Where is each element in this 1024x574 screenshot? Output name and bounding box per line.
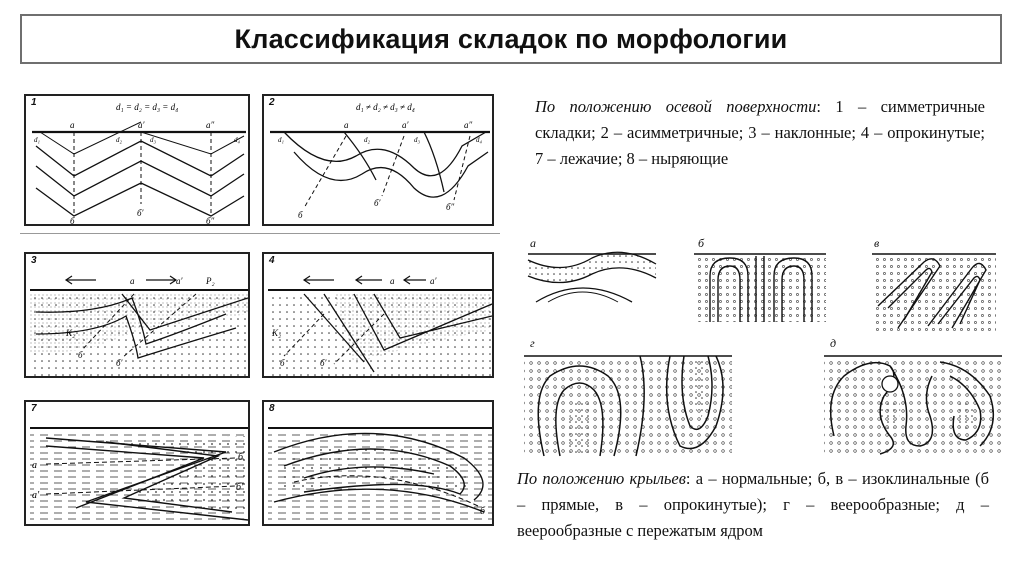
plunging-fold-drawing [264,402,494,526]
dip-label: d₃ [414,136,420,144]
panel-number: 8 [269,403,275,414]
panel-number: 7 [31,403,37,414]
diagram-panel-2 [262,94,494,226]
axis-top-label: a′ [430,276,437,286]
axis-right-label: б [480,506,486,517]
wing-diagram-v [868,236,1000,334]
title-box [20,14,1002,64]
axis-bottom-label: б″ [446,202,455,212]
wing-label-g: г [530,336,535,350]
dip-formula: d₁ ≠ d₂ ≠ d₃ ≠ d₄ [356,102,415,112]
symmetric-folds-drawing [26,96,250,226]
recumbent-fold-drawing [26,402,250,526]
axis-bottom-label: б′ [137,208,144,218]
axis-bottom-label: б [70,216,75,226]
axis-bottom-label: б′ [320,358,327,368]
axis-left-label: a′ [32,490,40,501]
axis-bottom-label: б [280,358,285,368]
axis-top-label: a [390,276,395,286]
panel-number: 1 [31,97,37,108]
wing-diagram-a [522,236,662,304]
wings-body: : а – нормальные; б, в – изоклинальные (б – прямые, в – опрокинутые); г – веерообразные; д – веерообразные с пережатым ядром [517,469,989,540]
axis-top-label: a′ [176,276,183,286]
axis-bottom-label: б″ [206,216,215,226]
axis-top-label: a″ [206,120,215,130]
axis-top-label: a′ [138,120,145,130]
unit-label: P₂ [206,276,215,286]
wings-lead: По положению крыльев [517,469,686,488]
wing-diagram-g [520,336,736,458]
wing-label-a: а [530,236,536,250]
asymmetric-folds-drawing [264,96,494,226]
dip-label: d₄ [476,136,482,144]
dip-label: d₄ [234,136,240,144]
panel-number: 3 [31,255,37,266]
axis-top-label: a [344,120,349,130]
diagram-panel-1 [24,94,250,226]
dip-label: d₁ [34,136,40,144]
axis-left-label: a [32,460,37,471]
panel-number: 4 [269,255,275,266]
axial-lead: По положению осевой поверхности [535,97,817,116]
dip-label: d₂ [116,136,122,144]
divider-line [20,233,500,234]
wing-label-b: б [698,236,705,250]
dip-label: d₃ [150,136,156,144]
axis-top-label: a [130,276,135,286]
diagram-panel-8 [262,400,494,526]
panel-number: 2 [269,97,275,108]
wing-label-v: в [874,236,880,250]
axis-right-label: б′ [236,482,244,493]
diagram-panel-4 [262,252,494,378]
axis-right-label: б [238,452,244,463]
wing-diagram-b [690,236,830,324]
wings-classification-text [517,466,989,544]
dip-label: d₂ [364,136,370,144]
axial-classification-text [535,94,985,172]
dip-formula: d₁ = d₂ = d₃ = d₄ [116,102,179,112]
wing-label-d: д [830,336,837,350]
axis-top-label: a [70,120,75,130]
page-title: Классификация складок по морфологии [234,23,788,54]
axis-bottom-label: б [78,350,83,360]
diagram-panel-3 [24,252,250,378]
diagram-panel-7 [24,400,250,526]
axis-top-label: a″ [464,120,473,130]
axis-bottom-label: б′ [374,198,381,208]
dip-label: d₁ [278,136,284,144]
axis-bottom-label: б [298,210,303,220]
axial-body: : 1 – симметричные складки; 2 – асимметричные; 3 – наклонные; 4 – опрокинутые; 7 – лежачие; 8 – ныряющие [535,97,985,168]
overturned-fold-drawing [264,254,494,378]
inclined-fold-drawing [26,254,250,378]
wing-diagram-d [820,336,1006,458]
axis-bottom-label: б′ [116,358,123,368]
axis-top-label: a′ [402,120,409,130]
unit-label: K₂ [66,328,76,338]
unit-label: K₂ [272,328,282,338]
